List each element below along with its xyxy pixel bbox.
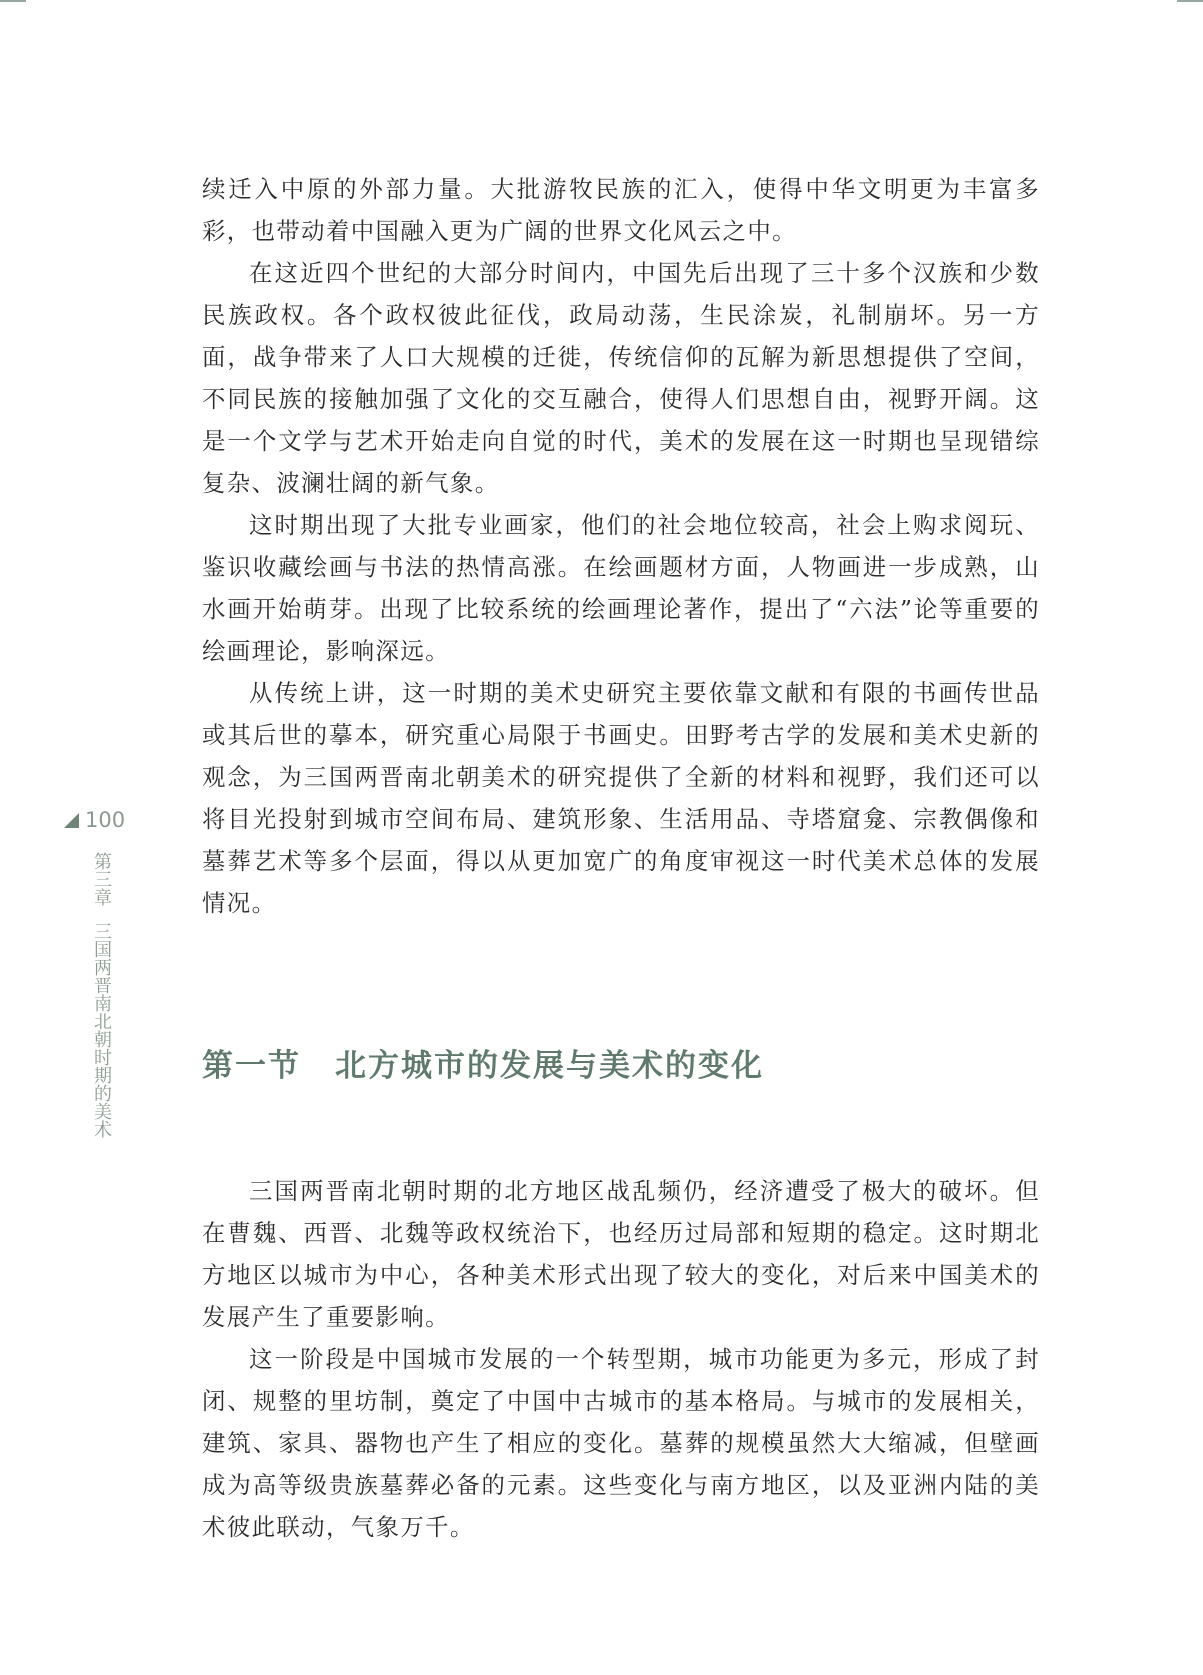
running-head-chapter: 第三章 xyxy=(91,852,112,906)
running-head-title: 三国两晋南北朝时期的美术 xyxy=(91,922,112,1138)
body-text-bottom xyxy=(202,1170,1040,1548)
chapter-running-head xyxy=(90,852,112,1138)
section-number: 第一节 xyxy=(202,1048,301,1084)
body-text-top xyxy=(202,168,1040,924)
section-heading xyxy=(202,1040,764,1085)
section-title-text: 北方城市的发展与美术的变化 xyxy=(335,1048,764,1084)
triangle-marker-icon xyxy=(64,813,79,828)
page-number xyxy=(64,808,125,832)
crop-mark-right xyxy=(1177,0,1203,2)
page-number-text: 100 xyxy=(85,808,126,832)
paragraph: 三国两晋南北朝时期的北方地区战乱频仍，经济遭受了极大的破坏。但在曹魏、西晋、北魏等政权统治下，也经历过局部和短期的稳定。这时期北方地区以城市为中心，各种美术形式出现了较大的变化，对后来中国美术的发展产生了重要影响。 xyxy=(202,1177,1040,1331)
crop-mark-left xyxy=(0,0,26,2)
paragraph: 续迁入中原的外部力量。大批游牧民族的汇入，使得中华文明更为丰富多彩，也带动着中国融入更为广阔的世界文化风云之中。 xyxy=(202,175,1040,245)
paragraph: 这一阶段是中国城市发展的一个转型期，城市功能更为多元，形成了封闭、规整的里坊制，奠定了中国中古城市的基本格局。与城市的发展相关，建筑、家具、器物也产生了相应的变化。墓葬的规模虽然大大缩减，但壁画成为高等级贵族墓葬必备的元素。这些变化与南方地区，以及亚洲内陆的美术彼此联动，气象万千。 xyxy=(202,1345,1040,1541)
paragraph: 从传统上讲，这一时期的美术史研究主要依靠文献和有限的书画传世品或其后世的摹本，研究重心局限于书画史。田野考古学的发展和美术史新的观念，为三国两晋南北朝美术的研究提供了全新的材料和视野，我们还可以将目光投射到城市空间布局、建筑形象、生活用品、寺塔窟龛、宗教偶像和墓葬艺术等多个层面，得以从更加宽广的角度审视这一时代美术总体的发展情况。 xyxy=(202,679,1040,917)
paragraph: 在这近四个世纪的大部分时间内，中国先后出现了三十多个汉族和少数民族政权。各个政权彼此征伐，政局动荡，生民涂炭，礼制崩坏。另一方面，战争带来了人口大规模的迁徙，传统信仰的瓦解为新思想提供了空间，不同民族的接触加强了文化的交互融合，使得人们思想自由，视野开阔。这是一个文学与艺术开始走向自觉的时代，美术的发展在这一时期也呈现错综复杂、波澜壮阔的新气象。 xyxy=(202,259,1040,497)
paragraph: 这时期出现了大批专业画家，他们的社会地位较高，社会上购求阅玩、鉴识收藏绘画与书法的热情高涨。在绘画题材方面，人物画进一步成熟，山水画开始萌芽。出现了比较系统的绘画理论著作，提出了“六法”论等重要的绘画理论，影响深远。 xyxy=(202,511,1040,665)
